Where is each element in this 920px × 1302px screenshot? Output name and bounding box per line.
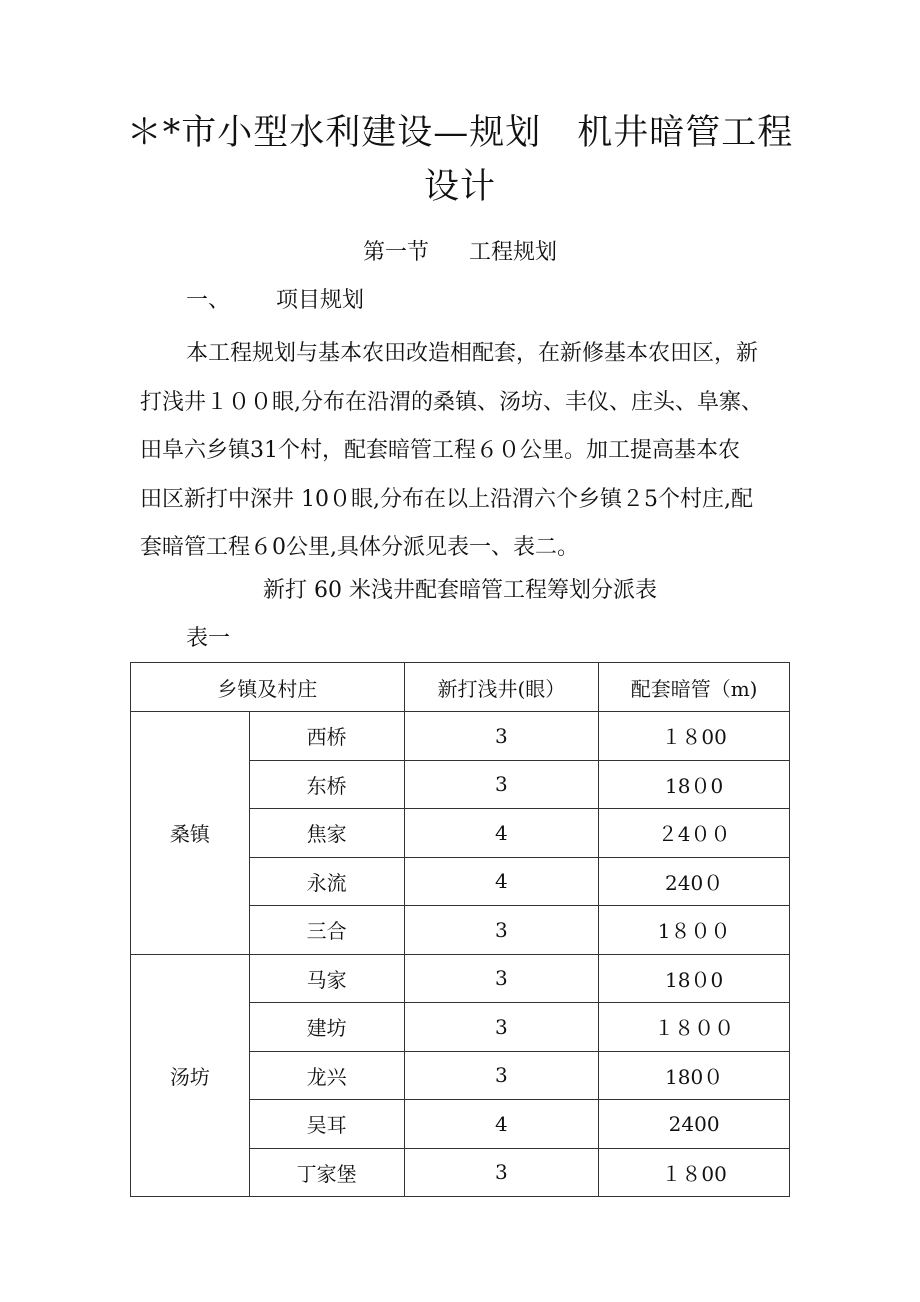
wells-cell: 3 (404, 1051, 599, 1100)
table-caption: 新打 60 米浅井配套暗管工程筹划分派表 (263, 578, 657, 603)
title-line-2: 设计 (423, 167, 496, 207)
wells-cell: 3 (404, 1148, 599, 1197)
header-new-wells: 新打浅井(眼） (404, 663, 599, 712)
pipe-cell: ２4００ (599, 809, 790, 858)
pipe-cell: 18０0 (599, 760, 790, 809)
wells-cell: 3 (404, 1003, 599, 1052)
village-cell: 永流 (249, 857, 404, 906)
document-title (100, 106, 820, 214)
pipe-cell: １８00 (599, 712, 790, 761)
paragraph-line: 田阜六乡镇31个村，配套暗管工程６０公里。加工提高基本农 (140, 438, 740, 463)
village-cell: 建坊 (249, 1003, 404, 1052)
pipe-cell: １８００ (599, 1003, 790, 1052)
pipe-cell: 18０0 (599, 954, 790, 1003)
pipe-cell: 2400 (599, 1100, 790, 1149)
wells-cell: 4 (404, 857, 599, 906)
body-paragraph (140, 330, 790, 573)
subsection-heading (186, 284, 364, 318)
table-row (131, 954, 790, 1003)
village-cell: 丁家堡 (249, 1148, 404, 1197)
village-cell: 龙兴 (249, 1051, 404, 1100)
wells-cell: 4 (404, 1100, 599, 1149)
paragraph-line: 套暗管工程６0公里,具体分派见表一、表二。 (140, 535, 579, 560)
header-pipe: 配套暗管（m) (599, 663, 790, 712)
wells-cell: 4 (404, 809, 599, 858)
pipe-cell: 1８００ (599, 906, 790, 955)
header-township-village: 乡镇及村庄 (131, 663, 405, 712)
wells-cell: 3 (404, 906, 599, 955)
wells-cell: 3 (404, 712, 599, 761)
well-allocation-table (130, 662, 790, 1197)
village-cell: 东桥 (249, 760, 404, 809)
table-header-row (131, 663, 790, 712)
pipe-cell: 180０ (599, 1051, 790, 1100)
subsection-title: 项目规划 (276, 288, 365, 313)
pipe-cell: 240０ (599, 857, 790, 906)
section-heading (0, 236, 920, 270)
village-cell: 吴耳 (249, 1100, 404, 1149)
section-title: 工程规划 (469, 240, 558, 265)
table-row (131, 712, 790, 761)
pipe-cell: １８00 (599, 1148, 790, 1197)
subsection-number: 一、 (186, 288, 231, 313)
wells-cell: 3 (404, 760, 599, 809)
township-cell: 汤坊 (131, 954, 250, 1197)
paragraph-line: 本工程规划与基本农田改造相配套，在新修基本农田区，新 (186, 341, 759, 366)
section-number: 第一节 (362, 240, 429, 265)
paragraph-line: 田区新打中深井 10０眼,分布在以上沿渭六个乡镇２5个村庄,配 (140, 486, 753, 512)
township-cell: 桑镇 (131, 712, 250, 955)
village-cell: 三合 (249, 906, 404, 955)
village-cell: 焦家 (249, 809, 404, 858)
village-cell: 西桥 (249, 712, 404, 761)
paragraph-line: 打浅井１００眼,分布在沿渭的桑镇、汤坊、丰仪、庄头、阜寨、 (140, 389, 763, 415)
wells-cell: 3 (404, 954, 599, 1003)
table-label: 表一 (186, 626, 231, 651)
title-line-1: ＊*市小型水利建设—规划 机井暗管工程 (126, 113, 794, 153)
village-cell: 马家 (249, 954, 404, 1003)
